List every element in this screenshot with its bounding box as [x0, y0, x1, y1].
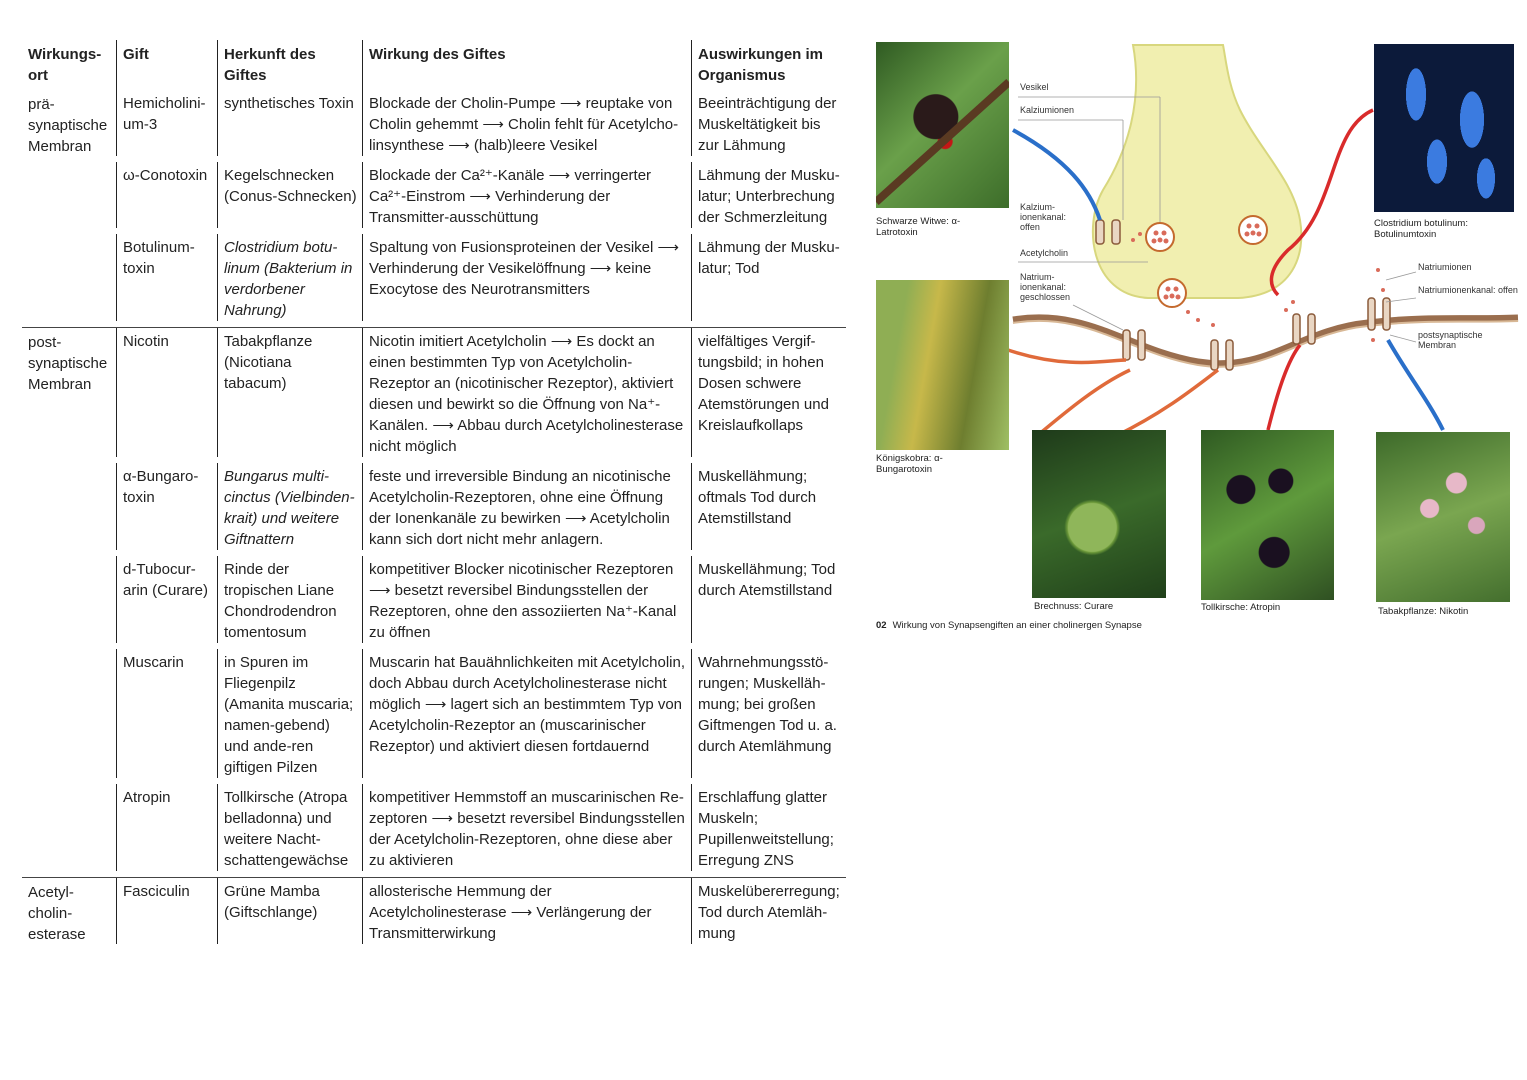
tabak-photo: [1376, 432, 1510, 602]
auswirkung: Muskellähmung; Tod durch Atemstillstand: [691, 556, 846, 643]
figure-caption-text: Wirkung von Synapsengiften an einer cholinergen Synapse: [892, 620, 1142, 631]
table-row: [116, 649, 846, 784]
gift-name: ω-Conotoxin: [116, 162, 217, 228]
wirkung: Muscarin hat Bauähnlichkeiten mit Acetylcholin, doch Abbau durch Acetylcholinesterase nicht möglich ⟶ lagert sich an bestimmtem Typ von Acetylcholin-Rezeptor an (muscarinischer Rezeptor) und aktiviert diesen fortdauernd: [362, 649, 691, 778]
wirkung: Nicotin imitiert Acetylcholin ⟶ Es dockt an einen bestimmten Typ von Acetylcholin-Rezeptor an (nicotinischer Rezeptor), aktiviert diesen und bewirkt so die Öffnung von Na⁺-Kanälen. ⟶ Abbau durch Acetylcholinesterase nicht möglich: [362, 328, 691, 457]
gift-name: Botulinum-toxin: [116, 234, 217, 321]
group-entries: [116, 90, 846, 327]
herkunft: Tabakpflanze (Nicotiana tabacum): [217, 328, 362, 457]
label-postsynaptisch: postsynaptische Membran: [1418, 330, 1483, 350]
group-entries: [116, 328, 846, 877]
gift-name: Hemicholini-um-3: [116, 90, 217, 156]
wirkung: Blockade der Ca²⁺-Kanäle ⟶ verringerter Ca²⁺-Einstrom ⟶ Verhinderung der Transmitter-ausschüttung: [362, 162, 691, 228]
auswirkung: Wahrnehmungsstö-rungen; Muskelläh-mung; bei großen Giftmengen Tod u. a. durch Atemlähmung: [691, 649, 846, 778]
table-row: [116, 234, 846, 327]
cobra-photo: [876, 280, 1009, 450]
table-row: [116, 784, 846, 877]
site-label: Acetyl-cholin-esterase: [28, 884, 86, 943]
figure-caption: [876, 620, 1142, 631]
gift-name: d-Tubocur-arin (Curare): [116, 556, 217, 643]
bacteria-caption: Clostridium botulinum: Botulinumtoxin: [1374, 218, 1468, 240]
table-row: [116, 328, 846, 463]
label-natriumkanal-open: Natriumionenkanal: offen: [1418, 285, 1518, 295]
group-postsynaptisch: [22, 327, 846, 877]
label-kalziumionen: Kalziumionen: [1020, 105, 1075, 115]
label-natriumkanal-closed: Natrium-ionenkanal: geschlossen: [1020, 272, 1071, 302]
tabak-caption: Tabakpflanze: Nikotin: [1378, 606, 1469, 617]
cobra-caption: Königskobra: α-Bungarotoxin: [876, 453, 943, 475]
site-label: post-synaptische Membran: [28, 334, 108, 393]
header-auswirkung: Auswirkungen im Organismus: [691, 40, 846, 94]
wirkung: Spaltung von Fusionsproteinen der Vesikel ⟶ Verhinderung der Vesikelöffnung ⟶ keine Exocytose des Neurotransmitters: [362, 234, 691, 321]
herkunft: synthetisches Toxin: [217, 90, 362, 156]
spider-caption: Schwarze Witwe: α-Latrotoxin: [876, 216, 961, 238]
header-gift: Gift: [116, 40, 217, 94]
auswirkung: Muskelübererregung; Tod durch Atemläh-mung: [691, 878, 846, 944]
table-row: [116, 162, 846, 234]
line-tollkirsche: [1118, 370, 1218, 435]
gift-name: Atropin: [116, 784, 217, 871]
herkunft: Rinde der tropischen Liane Chondrodendron tomentosum: [217, 556, 362, 643]
auswirkung: Lähmung der Musku-latur; Tod: [691, 234, 846, 321]
label-natriumionen: Natriumionen: [1418, 262, 1472, 272]
group-acetylcholinesterase: [22, 877, 846, 950]
wirkung: kompetitiver Blocker nicotinischer Rezeptoren ⟶ besetzt reversibel Bindungsstellen der Rezeptoren, ohne den assoziierten Na⁺-Kanal zu öffnen: [362, 556, 691, 643]
label-acetylcholin: Acetylcholin: [1020, 248, 1069, 258]
spider-icon: [876, 42, 1009, 208]
line-tollkirsche-red: [1268, 345, 1300, 430]
gift-name: Muscarin: [116, 649, 217, 778]
table-row: [116, 556, 846, 649]
herkunft: Bungarus multi-cinctus (Vielbinden-krait) und weitere Giftnattern: [217, 463, 362, 550]
header-herkunft: Herkunft des Giftes: [217, 40, 362, 94]
wirkung: allosterische Hemmung der Acetylcholinesterase ⟶ Verlängerung der Transmitterwirkung: [362, 878, 691, 944]
table-row: [116, 463, 846, 556]
spider-photo: [876, 42, 1009, 208]
table-row: [116, 90, 846, 162]
bacteria-photo: [1374, 44, 1514, 212]
tollkirsche-caption: Tollkirsche: Atropin: [1201, 602, 1281, 613]
wirkung: kompetitiver Hemmstoff an muscarinischen Re-zeptoren ⟶ besetzt reversibel Bindungsstellen der Acetylcholin-Rezeptoren, ohne diese aber zu aktivieren: [362, 784, 691, 871]
figure-number: 02: [876, 620, 887, 631]
gift-name: Fasciculin: [116, 878, 217, 944]
site-label: prä-synaptische Membran: [28, 96, 108, 155]
herkunft: Tollkirsche (Atropa belladonna) und weitere Nacht-schattengewächse: [217, 784, 362, 871]
label-kalziumkanal: Kalzium-ionenkanal: offen: [1020, 202, 1067, 232]
poison-table: [22, 40, 846, 950]
herkunft: in Spuren im Fliegenpilz (Amanita muscaria; namen-gebend) und ande-ren giftigen Pilzen: [217, 649, 362, 778]
label-vesikel: Vesikel: [1020, 82, 1049, 92]
line-brechnuss: [1038, 370, 1130, 435]
auswirkung: Erschlaffung glatter Muskeln; Pupillenweitstellung; Erregung ZNS: [691, 784, 846, 871]
table-row: [116, 878, 846, 950]
gift-name: α-Bungaro-toxin: [116, 463, 217, 550]
group-entries: [116, 878, 846, 950]
herkunft: Grüne Mamba (Giftschlange): [217, 878, 362, 944]
auswirkung: Beeinträchtigung der Muskeltätigkeit bis zur Lähmung: [691, 90, 846, 156]
auswirkung: vielfältiges Vergif-tungsbild; in hohen Dosen schwere Atemstörungen und Kreislaufkollaps: [691, 328, 846, 457]
arrow-tabak-blue: [1388, 340, 1443, 430]
wirkung: Blockade der Cholin-Pumpe ⟶ reuptake von Cholin gehemmt ⟶ Cholin fehlt für Acetylcho-linsynthese ⟶ (halb)leere Vesikel: [362, 90, 691, 156]
brechnuss-caption: Brechnuss: Curare: [1034, 601, 1114, 612]
tollkirsche-photo: [1201, 430, 1334, 600]
arrow-cobra-red: [1008, 350, 1126, 363]
herkunft: Kegelschnecken (Conus-Schnecken): [217, 162, 362, 228]
header-wirkungsort: Wirkungs-ort: [28, 46, 102, 84]
auswirkung: Lähmung der Musku-latur; Unterbrechung der Schmerzleitung: [691, 162, 846, 228]
table-header: [22, 40, 846, 94]
group-praesynaptisch: [22, 90, 846, 327]
gift-name: Nicotin: [116, 328, 217, 457]
header-wirkung: Wirkung des Giftes: [362, 40, 691, 94]
herkunft: Clostridium botu-linum (Bakterium in verdorbener Nahrung): [217, 234, 362, 321]
auswirkung: Muskellähmung; oftmals Tod durch Atemstillstand: [691, 463, 846, 550]
brechnuss-photo: [1032, 430, 1166, 598]
wirkung: feste und irreversible Bindung an nicotinische Acetylcholin-Rezeptoren, ohne eine Öffnung der Ionenkanäle zu bewirken ⟶ Acetylcholin kann sich dort nicht mehr anlagern.: [362, 463, 691, 550]
synapse-figure: [868, 40, 1523, 640]
presynaptic-terminal: [1093, 45, 1301, 298]
